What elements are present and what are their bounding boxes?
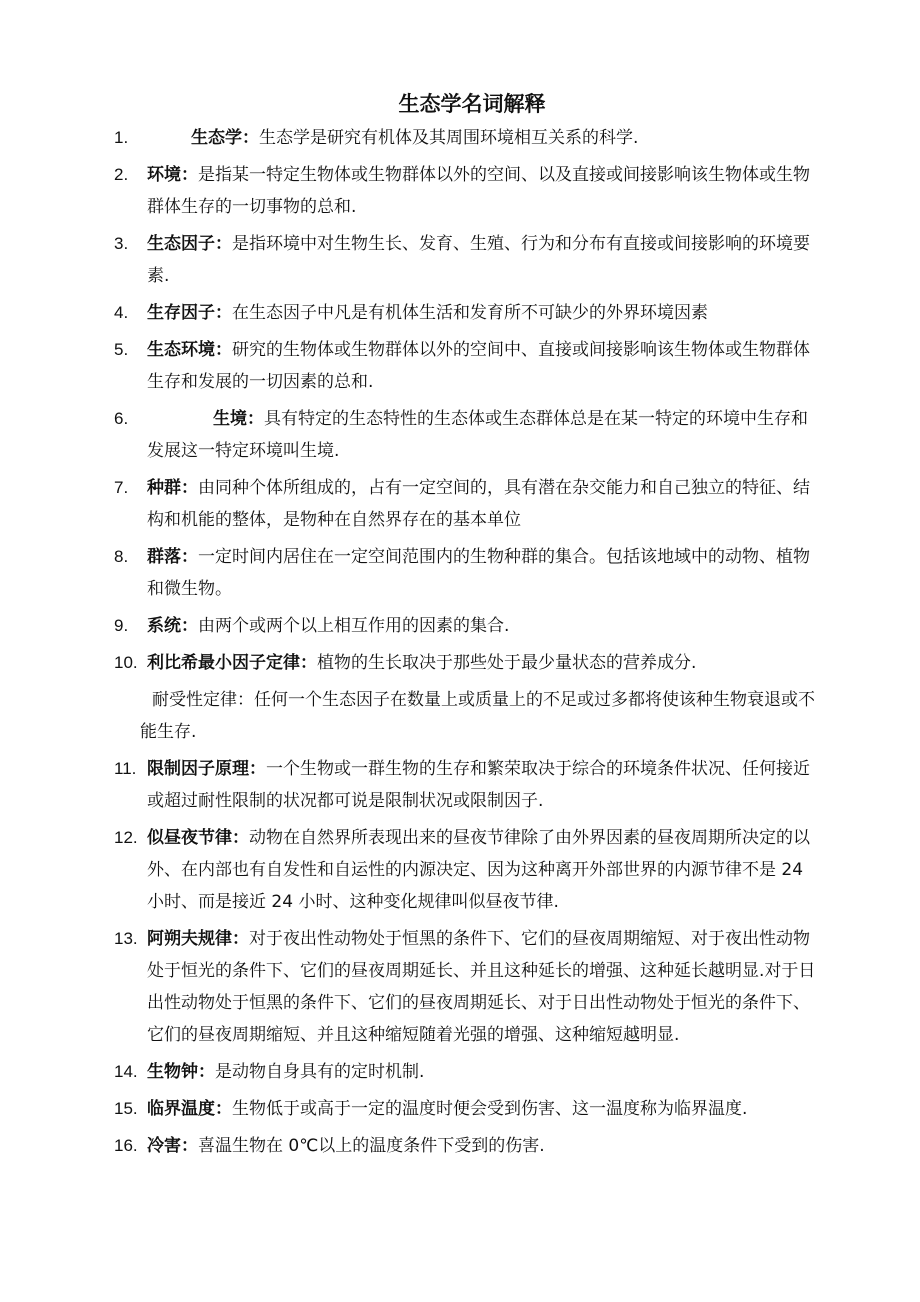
glossary-list xyxy=(114,122,820,1162)
tolerance-law-note: 耐受性定律：任何一个生态因子在数量上或质量上的不足或过多都将使该种生物衰退或不能生存. xyxy=(140,690,815,742)
item-term: 利比希最小因子定律： xyxy=(147,653,317,673)
item-definition: 由同种个体所组成的，占有一定空间的，具有潜在杂交能力和自己独立的特征、结构和机能的整体，是物种在自然界存在的基本单位 xyxy=(147,478,810,530)
item-number: 11. xyxy=(114,759,137,778)
item-number: 3. xyxy=(114,234,129,253)
item-definition: 由两个或两个以上相互作用的因素的集合. xyxy=(198,616,510,636)
item-term: 群落： xyxy=(147,547,198,567)
item-term: 生存因子： xyxy=(147,303,232,323)
item-definition: 在生态因子中凡是有机体生活和发育所不可缺少的外界环境因素 xyxy=(232,303,708,323)
item-definition: 喜温生物在 0℃以上的温度条件下受到的伤害. xyxy=(198,1136,545,1156)
list-item xyxy=(114,923,820,1051)
item-term: 生态因子： xyxy=(147,234,232,254)
item-term: 冷害： xyxy=(147,1136,198,1156)
item-term: 限制因子原理： xyxy=(147,759,266,779)
item-number: 16. xyxy=(114,1136,138,1155)
item-definition: 生态学是研究有机体及其周围环境相互关系的科学. xyxy=(259,128,639,148)
item-term: 临界温度： xyxy=(147,1099,232,1119)
item-number: 15. xyxy=(114,1099,138,1118)
list-item xyxy=(114,159,820,223)
item-definition: 生物低于或高于一定的温度时便会受到伤害、这一温度称为临界温度. xyxy=(232,1099,748,1119)
item-definition: 一定时间内居住在一定空间范围内的生物种群的集合。包括该地域中的动物、植物和微生物。 xyxy=(147,547,810,599)
list-item xyxy=(114,228,820,292)
item-number: 8. xyxy=(114,547,129,566)
list-item xyxy=(114,610,820,642)
item-definition: 研究的生物体或生物群体以外的空间中、直接或间接影响该生物体或生物群体生存和发展的一切因素的总和. xyxy=(147,340,810,392)
item-number: 2. xyxy=(114,165,129,184)
item-number: 5. xyxy=(114,340,129,359)
item-definition: 是指某一特定生物体或生物群体以外的空间、以及直接或间接影响该生物体或生物群体生存的一切事物的总和. xyxy=(147,165,810,217)
list-item xyxy=(114,297,820,329)
item-term: 似昼夜节律： xyxy=(147,828,249,848)
item-number: 14. xyxy=(114,1062,138,1081)
list-item xyxy=(114,822,820,918)
item-term: 阿朔夫规律： xyxy=(147,929,249,949)
item-number: 6. xyxy=(114,409,129,428)
list-item xyxy=(114,541,820,605)
item-term: 生物钟： xyxy=(147,1062,215,1082)
page-title: 生态学名词解释 xyxy=(398,92,546,116)
list-item xyxy=(114,122,820,154)
item-number: 7. xyxy=(114,478,129,497)
item-number: 1. xyxy=(114,128,129,147)
list-item xyxy=(114,647,820,679)
list-item xyxy=(114,334,820,398)
item-term: 环境： xyxy=(147,165,198,185)
item-definition: 动物在自然界所表现出来的昼夜节律除了由外界因素的昼夜周期所决定的以外、在内部也有自发性和自运性的内源决定、因为这种离开外部世界的内源节律不是 24 小时、而是接近 24 小时、这种变化规律叫似昼夜节律. xyxy=(147,828,810,912)
list-item xyxy=(114,472,820,536)
item-definition: 是动物自身具有的定时机制. xyxy=(215,1062,425,1082)
list-item xyxy=(114,1130,820,1162)
item-term: 生态学： xyxy=(191,128,259,148)
item-term: 生境： xyxy=(213,409,264,429)
item-number: 4. xyxy=(114,303,129,322)
item-term: 生态环境： xyxy=(147,340,232,360)
item-number: 10. xyxy=(114,653,138,672)
item-definition: 具有特定的生态特性的生态体或生态群体总是在某一特定的环境中生存和发展这一特定环境叫生境. xyxy=(147,409,808,461)
list-item xyxy=(114,1093,820,1125)
item-definition: 对于夜出性动物处于恒黑的条件下、它们的昼夜周期缩短、对于夜出性动物处于恒光的条件下、它们的昼夜周期延长、并且这种延长的增强、这种延长越明显.对于日出性动物处于恒黑的条件下、它们的昼夜周期延长、对于日出性动物处于恒光的条件下、它们的昼夜周期缩短、并且这种缩短随着光强的增强、这种缩短越明显. xyxy=(147,929,816,1045)
item-term: 系统： xyxy=(147,616,198,636)
item-term: 种群： xyxy=(147,478,198,498)
item-definition: 植物的生长取决于那些处于最少量状态的营养成分. xyxy=(317,653,697,673)
list-item xyxy=(114,403,820,467)
item-number: 13. xyxy=(114,929,138,948)
list-item xyxy=(114,753,820,817)
item-number: 9. xyxy=(114,616,129,635)
item-number: 12. xyxy=(114,828,138,847)
item-definition: 是指环境中对生物生长、发育、生殖、行为和分布有直接或间接影响的环境要素. xyxy=(147,234,810,286)
list-item xyxy=(114,1056,820,1088)
item-definition: 一个生物或一群生物的生存和繁荣取决于综合的环境条件状况、任何接近或超过耐性限制的状况都可说是限制状况或限制因子. xyxy=(147,759,810,811)
